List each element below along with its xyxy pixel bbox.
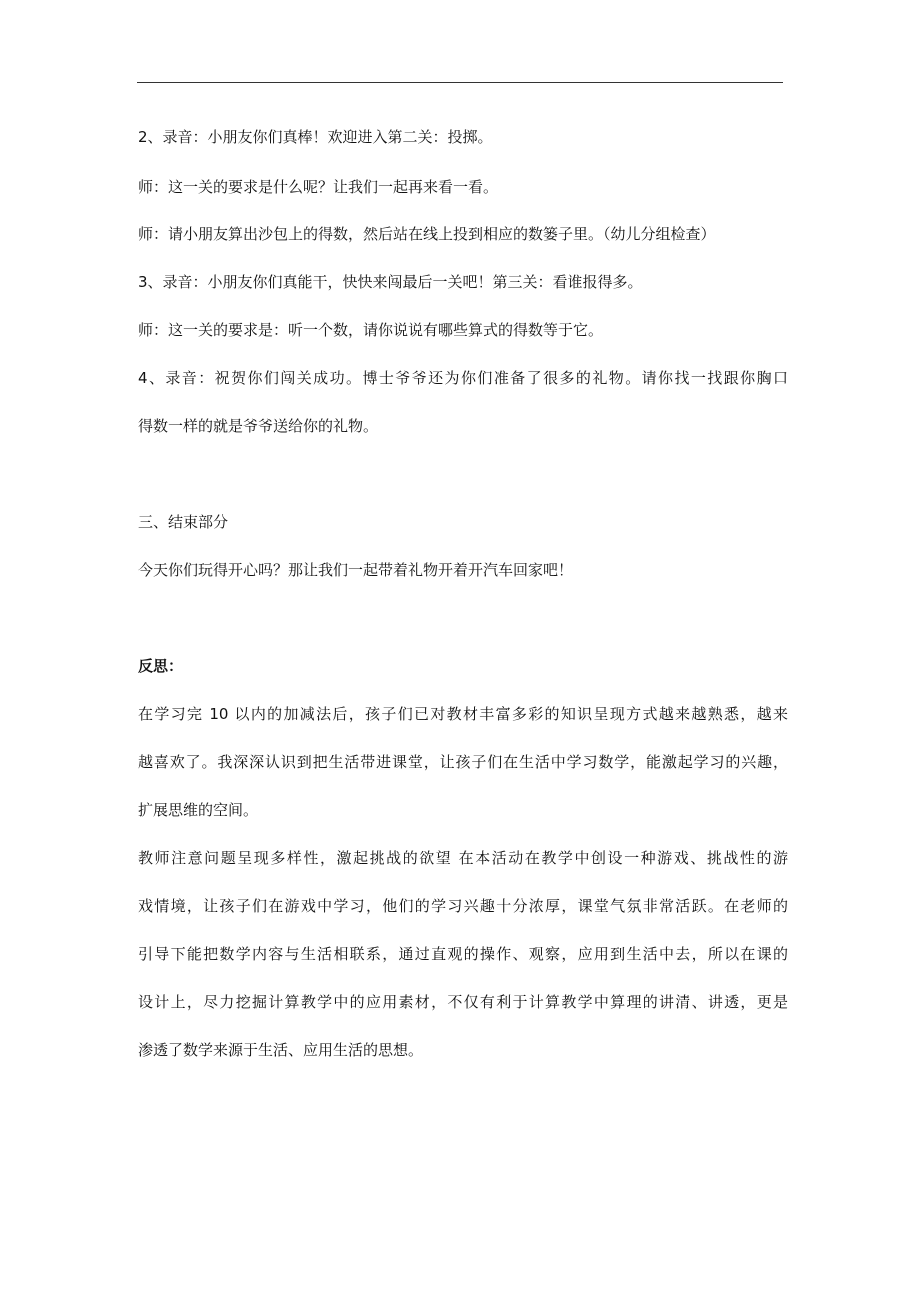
header-rule [137,82,783,83]
paragraph-reflection-2-line-2: 戏情境，让孩子们在游戏中学习，他们的学习兴趣十分浓厚，课堂气氛非常活跃。在老师的 [138,897,788,915]
paragraph-recording-3: 3、录音：小朋友你们真能干，快快来闯最后一关吧！第三关：看谁报得多。 [138,273,643,291]
paragraph-reflection-2-line-4: 设计上，尽力挖掘计算教学中的应用素材，不仅有利于计算教学中算理的讲清、讲透，更是 [138,993,788,1011]
paragraph-reflection-1-line-1: 在学习完 10 以内的加减法后，孩子们已对教材丰富多彩的知识呈现方式越来越熟悉，越来 [138,705,788,723]
section-heading-reflection: 反思： [138,657,184,675]
paragraph-reflection-2-line-1: 教师注意问题呈现多样性，激起挑战的欲望 在本活动在教学中创设一种游戏、挑战性的游 [138,849,788,867]
paragraph-recording-2: 2、录音：小朋友你们真棒！欢迎进入第二关：投掷。 [138,128,493,146]
paragraph-reflection-1-line-2: 越喜欢了。我深深认识到把生活带进课堂，让孩子们在生活中学习数学，能激起学习的兴趣， [138,753,788,771]
paragraph-teacher-sandbag: 师：请小朋友算出沙包上的得数，然后站在线上投到相应的数篓子里。（幼儿分组检查） [138,225,716,243]
paragraph-recording-4-line-2: 得数一样的就是爷爷送给你的礼物。 [138,417,379,435]
paragraph-recording-4-line-1: 4、录音：祝贺你们闯关成功。博士爷爷还为你们准备了很多的礼物。请你找一找跟你胸口 [138,369,788,387]
paragraph-teacher-listen: 师：这一关的要求是：听一个数，请你说说有哪些算式的得数等于它。 [138,321,604,339]
section-heading-ending: 三、结束部分 [138,513,229,531]
paragraph-reflection-1-line-3: 扩展思维的空间。 [138,801,259,819]
paragraph-reflection-2-line-5: 渗透了数学来源于生活、应用生活的思想。 [138,1041,424,1059]
paragraph-reflection-2-line-3: 引导下能把数学内容与生活相联系，通过直观的操作、观察，应用到生活中去，所以在课的 [138,945,788,963]
paragraph-teacher-requirement: 师：这一关的要求是什么呢？让我们一起再来看一看。 [138,178,499,196]
paragraph-ending: 今天你们玩得开心吗？那让我们一起带着礼物开着开汽车回家吧！ [138,561,574,579]
